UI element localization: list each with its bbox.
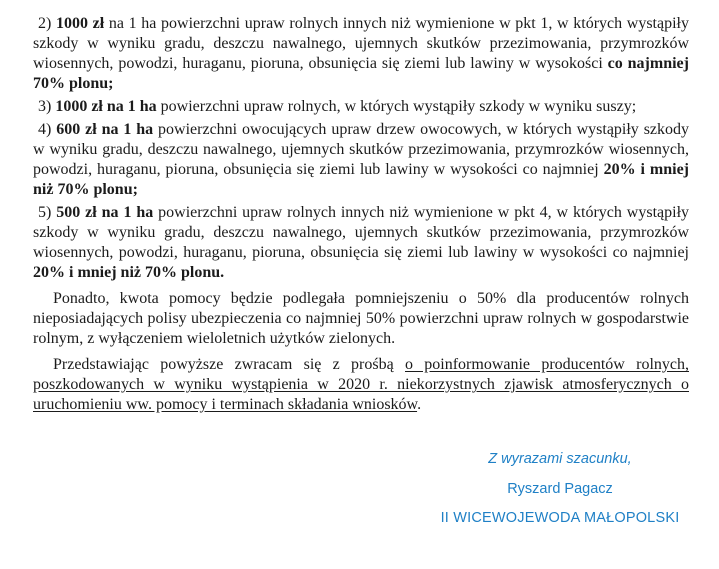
list-item-5	[33, 203, 689, 283]
text-run: powierzchni owocujących upraw drzew owocowych, w których wystąpiły szkody w wyniku gradu, deszczu nawalnego, ujemnych skutków przezimowania, przymrozków wiosennych, powodzi, huraganu, pioruna, obsunięcia się ziemi lub lawiny w wysokości co najmniej	[33, 121, 690, 178]
text-run: co najmniej 70% plonu;	[33, 55, 689, 92]
text-run: 3)	[38, 98, 56, 115]
list-item-4	[33, 120, 689, 200]
signature-name: Ryszard Pagacz	[507, 480, 613, 497]
text-run: 4)	[38, 121, 57, 138]
signature-block	[410, 451, 710, 527]
text-run: 20% i mniej niż 70% plonu;	[33, 161, 689, 198]
text-run: powierzchni upraw rolnych innych niż wymienione w pkt 4, w których wystąpiły szkody w wyniku gradu, deszczu nawalnego, ujemnych skutków przezimowania, przymrozków wiosennych, powodzi, huraganu, pioruna, obsunięcia się ziemi lub lawiny w wysokości co najmniej	[33, 204, 690, 261]
text-run: 600 zł na 1 ha	[56, 121, 154, 138]
text-run: 2)	[38, 15, 56, 32]
list-item-3	[33, 97, 689, 117]
text-run: 5)	[38, 204, 57, 221]
list-item-2	[33, 14, 689, 94]
paragraph-insurance-reduction	[33, 289, 689, 349]
text-run: na 1 ha powierzchni upraw rolnych innych niż wymienione w pkt 1, w których wystąpiły szkody w wyniku gradu, deszczu nawalnego, ujemnych skutków przezimowania, przymrozków wiosennych, powodzi, huraganu, pioruna, obsunięcia się ziemi lub lawiny w wysokości	[33, 15, 689, 72]
text-run: Ponadto, kwota pomocy będzie podlegała pomniejszeniu o 50% dla producentów rolnych nieposiadających polisy ubezpieczenia co najmniej 50% powierzchni upraw rolnych w gospodarstwie rolnym, z wyłączeniem wieloletnich użytków zielonych.	[33, 290, 689, 347]
text-run: 1000 zł	[55, 15, 105, 32]
signature-title: II WICEWOJEWODA MAŁOPOLSKI	[440, 510, 680, 526]
text-run: Przedstawiając powyższe zwracam się z prośbą	[53, 356, 405, 373]
text-run: o poinformowanie producentów rolnych, poszkodowanych w wyniku wystąpienia w 2020 r. niekorzystnych zjawisk atmosferycznych o uruchomieniu ww. pomocy i terminach składania wniosków	[33, 356, 689, 413]
text-run: 20% i mniej niż 70% plonu.	[33, 264, 225, 281]
text-run: 1000 zł na 1 ha	[55, 98, 157, 115]
signature-closing: Z wyrazami szacunku,	[488, 451, 632, 467]
paragraph-request	[33, 355, 689, 415]
text-run: powierzchni upraw rolnych, w których wystąpiły szkody w wyniku suszy;	[156, 98, 637, 115]
text-run: 500 zł na 1 ha	[56, 204, 154, 221]
text-run: .	[417, 396, 422, 413]
